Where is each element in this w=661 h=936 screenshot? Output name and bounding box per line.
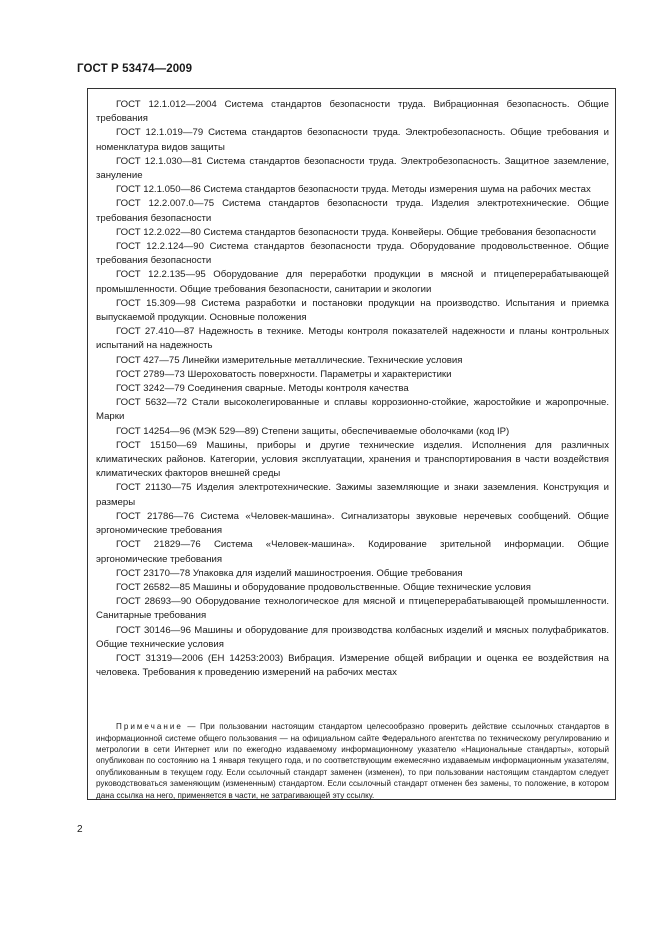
reference-item: ГОСТ 427—75 Линейки измерительные металлические. Технические условия: [116, 354, 463, 366]
note-paragraph: [96, 721, 609, 801]
reference-item: ГОСТ 30146—96 Машины и оборудование для производства колбасных изделий и мясных полуфабрикатов. Общие технические условия: [96, 624, 609, 650]
reference-item: ГОСТ 15150—69 Машины, приборы и другие технические изделия. Исполнения для различных климатических районов. Категории, условия эксплуатации, хранения и транспортирования в части воздействия климатических факторов внешней среды: [96, 439, 609, 480]
page-number: 2: [77, 824, 83, 835]
reference-item: ГОСТ 21786—76 Система «Человек-машина». Сигнализаторы звуковые неречевых сообщений. Общие эргономические требования: [96, 510, 609, 537]
normative-references-list: [96, 98, 609, 680]
reference-item: ГОСТ 12.1.050—86 Система стандартов безопасности труда. Методы измерения шума на рабочих местах: [116, 184, 591, 196]
reference-item: ГОСТ 27.410—87 Надежность в технике. Методы контроля показателей надежности и планы контрольных испытаний на надежность: [96, 326, 609, 352]
reference-item: ГОСТ 21829—76 Система «Человек-машина». Кодирование зрительной информации. Общие эргономические требования: [96, 539, 609, 565]
reference-item: ГОСТ 12.1.030—81 Система стандартов безопасности труда. Электробезопасность. Защитное заземление, зануление: [96, 155, 609, 182]
reference-item: ГОСТ 12.1.012—2004 Система стандартов безопасности труда. Вибрационная безопасность. Общие требования: [96, 99, 609, 125]
reference-item: ГОСТ 15.309—98 Система разработки и постановки продукции на производство. Испытания и приемка выпускаемой продукции. Основные положения: [96, 297, 609, 324]
reference-item: ГОСТ 21130—75 Изделия электротехнические. Зажимы заземляющие и знаки заземления. Конструкция и размеры: [96, 482, 609, 508]
reference-item: ГОСТ 12.2.022—80 Система стандартов безопасности труда. Конвейеры. Общие требования безопасности: [116, 226, 596, 238]
reference-item: ГОСТ 14254—96 (МЭК 529—89) Степени защиты, обеспечиваемые оболочками (код IP): [116, 425, 510, 437]
reference-item: ГОСТ 12.2.135—95 Оборудование для переработки продукции в мясной и птицеперерабатывающей промышленности. Общие требования безопасности, санитарии и экологии: [96, 269, 609, 295]
reference-item: ГОСТ 31319—2006 (ЕН 14253:2003) Вибрация. Измерение общей вибрации и оценка ее воздействия на человека. Требования к проведению измерений на рабочих местах: [96, 652, 609, 679]
reference-item: ГОСТ 3242—79 Соединения сварные. Методы контроля качества: [116, 383, 409, 395]
note-text: — При пользовании настоящим стандартом целесообразно проверить действие ссылочных стандартов в информационной системе общего пользования — на официальном сайте Федерального агентства по техническому регулированию и метрологии в сети Интернет или по ежегодно издаваемому информационному указателю «Национальные стандарты», который опубликован по состоянию на 1 января текущего года, и по соответствующим ежемесячно издаваемым информационным указателям, опубликованным в текущем году. Если ссылочный стандарт заменен (изменен), то при пользовании настоящим стандартом следует руководствоваться заменяющим (измененным) стандартом. Если ссылочный стандарт отменен без замены, то положение, в котором дана ссылка на него, применяется в части, не затрагивающей эту ссылку.: [96, 722, 609, 800]
reference-item: ГОСТ 12.1.019—79 Система стандартов безопасности труда. Электробезопасность. Общие требования и номенклатура видов защиты: [96, 127, 609, 153]
references-frame: [87, 88, 616, 800]
reference-item: ГОСТ 28693—90 Оборудование технологическое для мясной и птицеперерабатывающей промышленности. Санитарные требования: [96, 596, 609, 622]
reference-item: ГОСТ 23170—78 Упаковка для изделий машиностроения. Общие требования: [116, 567, 463, 579]
document-header: ГОСТ Р 53474—2009: [77, 63, 193, 75]
reference-item: ГОСТ 12.2.124—90 Система стандартов безопасности труда. Оборудование продовольственное. Общие требования безопасности: [96, 241, 609, 267]
reference-item: ГОСТ 2789—73 Шероховатость поверхности. Параметры и характеристики: [116, 368, 452, 380]
reference-item: ГОСТ 26582—85 Машины и оборудование продовольственные. Общие технические условия: [116, 581, 531, 593]
reference-item: ГОСТ 12.2.007.0—75 Система стандартов безопасности труда. Изделия электротехнические. Общие требования безопасности: [96, 198, 609, 224]
note-label: Примечание: [116, 722, 183, 732]
reference-item: ГОСТ 5632—72 Стали высоколегированные и сплавы коррозионно-стойкие, жаростойкие и жаропрочные. Марки: [96, 397, 609, 423]
